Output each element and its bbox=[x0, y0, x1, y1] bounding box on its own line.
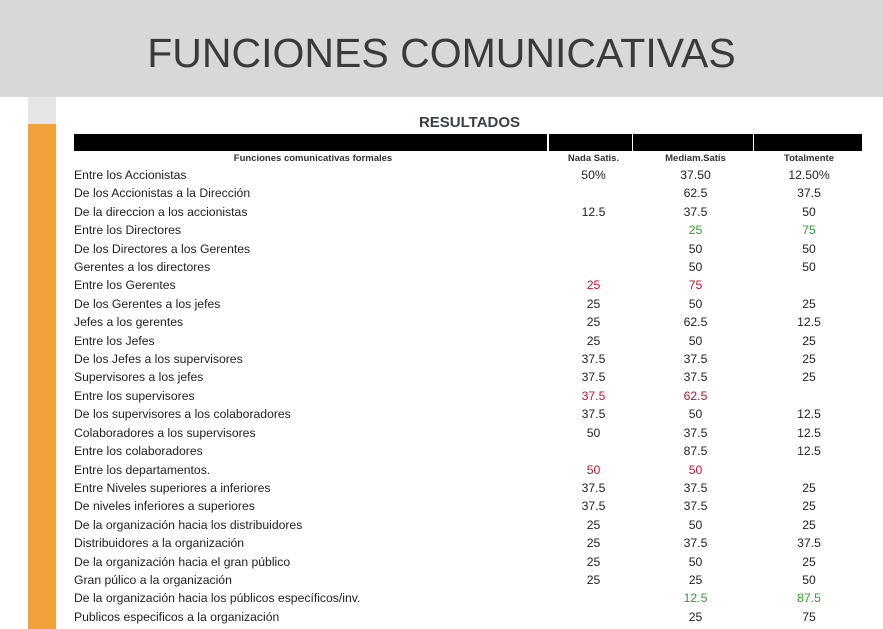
row-label: Distribuidores a la organización bbox=[74, 536, 245, 551]
row-label: De la organización hacia el gran público bbox=[74, 554, 291, 569]
cell-mediam-satis: 25 bbox=[688, 572, 703, 587]
table-row bbox=[74, 258, 862, 276]
table-row bbox=[74, 534, 862, 552]
cell-totalmente: 75 bbox=[802, 609, 816, 624]
cell-mediam-satis: 50 bbox=[688, 333, 703, 348]
cell-nada-satis: 50 bbox=[586, 425, 601, 440]
cell-nada-satis: 37.5 bbox=[581, 480, 606, 495]
cell-totalmente: 37.5 bbox=[797, 536, 821, 551]
cell-nada-satis: 25 bbox=[586, 278, 601, 293]
row-label: Entre los Accionistas bbox=[74, 168, 187, 182]
row-label: De los Jefes a los supervisores bbox=[74, 352, 243, 367]
row-label: De los Directores a los Gerentes bbox=[74, 241, 251, 256]
row-label: Entre los Gerentes bbox=[74, 278, 176, 293]
cell-totalmente: 50 bbox=[802, 241, 816, 256]
cell-totalmente: 75 bbox=[802, 223, 816, 238]
column-header-nada: Nada Satis. bbox=[567, 153, 620, 164]
table-row bbox=[74, 553, 862, 571]
row-label: Publicos especificos a la organización bbox=[74, 609, 280, 624]
cell-nada-satis bbox=[552, 589, 635, 607]
row-label: De la organización hacia los públicos específicos/inv. bbox=[74, 591, 361, 606]
cell-totalmente: 12.5 bbox=[797, 407, 821, 422]
row-label: De los Accionistas a la Dirección bbox=[74, 186, 251, 201]
cell-mediam-satis: 50 bbox=[688, 407, 703, 422]
cell-nada-satis: 25 bbox=[586, 536, 601, 551]
cell-totalmente bbox=[756, 276, 862, 294]
row-label: Entre los Directores bbox=[74, 223, 182, 238]
table-row bbox=[74, 276, 862, 294]
cell-mediam-satis: 37.50 bbox=[680, 168, 711, 182]
cell-mediam-satis: 37.5 bbox=[683, 536, 708, 551]
cell-totalmente: 25 bbox=[802, 480, 816, 495]
cell-nada-satis: 25 bbox=[586, 517, 601, 532]
cell-mediam-satis: 62.5 bbox=[683, 388, 708, 403]
cell-mediam-satis: 37.5 bbox=[683, 480, 708, 495]
row-label: De los supervisores a los colaboradores bbox=[74, 407, 291, 422]
cell-mediam-satis: 37.5 bbox=[683, 425, 708, 440]
row-label: Entre los Jefes bbox=[74, 333, 155, 348]
cell-mediam-satis: 50 bbox=[688, 554, 703, 569]
table-row bbox=[74, 442, 862, 460]
cell-nada-satis bbox=[552, 442, 635, 460]
row-label: De la direccion a los accionistas bbox=[74, 204, 248, 219]
header-bar-4 bbox=[754, 134, 862, 151]
table-row bbox=[74, 332, 862, 350]
cell-nada-satis bbox=[552, 258, 635, 276]
cell-nada-satis bbox=[552, 240, 635, 258]
row-label: Entre los departamentos. bbox=[74, 462, 211, 477]
cell-nada-satis: 50% bbox=[581, 168, 606, 182]
row-label: Entre los colaboradores bbox=[74, 444, 203, 459]
header-bar-2 bbox=[549, 134, 632, 151]
page-title: FUNCIONES COMUNICATIVAS bbox=[147, 30, 736, 76]
table-row bbox=[74, 424, 862, 442]
table-row bbox=[74, 221, 862, 239]
cell-totalmente: 12.50% bbox=[788, 168, 830, 182]
cell-nada-satis: 37.5 bbox=[581, 388, 606, 403]
table-row bbox=[74, 497, 862, 515]
column-header-mediam: Mediam.Satis bbox=[665, 153, 726, 164]
cell-totalmente bbox=[756, 387, 862, 405]
cell-totalmente: 50 bbox=[802, 572, 816, 587]
cell-mediam-satis: 87.5 bbox=[683, 444, 708, 459]
row-label: Gerentes a los directores bbox=[74, 260, 211, 275]
cell-mediam-satis: 50 bbox=[688, 260, 703, 275]
table-row bbox=[74, 589, 862, 607]
cell-nada-satis: 25 bbox=[586, 315, 601, 330]
table-row bbox=[74, 350, 862, 368]
cell-nada-satis bbox=[552, 221, 635, 239]
cell-nada-satis bbox=[552, 608, 635, 626]
table-row bbox=[74, 405, 862, 423]
table-row bbox=[74, 240, 862, 258]
cell-nada-satis: 25 bbox=[586, 572, 601, 587]
cell-mediam-satis: 50 bbox=[688, 241, 703, 256]
cell-mediam-satis: 25 bbox=[688, 223, 703, 238]
cell-totalmente: 25 bbox=[802, 370, 816, 385]
table-row bbox=[74, 571, 862, 589]
cell-mediam-satis: 12.5 bbox=[683, 591, 708, 606]
table-row bbox=[74, 608, 862, 626]
cell-mediam-satis: 37.5 bbox=[683, 499, 708, 514]
row-label: Entre Niveles superiores a inferiores bbox=[74, 480, 271, 495]
cell-totalmente: 50 bbox=[802, 260, 816, 275]
table-row bbox=[74, 387, 862, 405]
cell-totalmente: 50 bbox=[802, 204, 816, 219]
table-row bbox=[74, 479, 862, 497]
row-label: De los Gerentes a los jefes bbox=[74, 296, 221, 311]
table-row bbox=[74, 166, 862, 184]
cell-totalmente: 87.5 bbox=[797, 591, 821, 606]
table-row bbox=[74, 184, 862, 202]
cell-nada-satis: 12.5 bbox=[581, 204, 606, 219]
row-label: Jefes a los gerentes bbox=[74, 315, 184, 330]
cell-nada-satis: 37.5 bbox=[581, 370, 606, 385]
cell-nada-satis: 37.5 bbox=[581, 352, 606, 367]
cell-mediam-satis: 62.5 bbox=[683, 186, 708, 201]
results-table bbox=[74, 151, 862, 626]
cell-mediam-satis: 50 bbox=[688, 296, 703, 311]
cell-totalmente: 25 bbox=[802, 499, 816, 514]
cell-totalmente: 25 bbox=[802, 517, 816, 532]
cell-totalmente: 37.5 bbox=[797, 186, 821, 201]
cell-totalmente: 12.5 bbox=[797, 444, 821, 459]
cell-mediam-satis: 37.5 bbox=[683, 204, 708, 219]
table-row bbox=[74, 295, 862, 313]
table-row bbox=[74, 368, 862, 386]
section-title: RESULTADOS bbox=[418, 114, 521, 131]
cell-nada-satis bbox=[552, 184, 635, 202]
cell-nada-satis: 25 bbox=[586, 554, 601, 569]
cell-nada-satis: 25 bbox=[586, 296, 601, 311]
header-bar-1 bbox=[74, 134, 547, 151]
results-body bbox=[74, 166, 862, 626]
cell-mediam-satis: 75 bbox=[688, 278, 703, 293]
cell-mediam-satis: 62.5 bbox=[683, 315, 708, 330]
row-label: Gran púlico a la organización bbox=[74, 572, 232, 587]
table-row bbox=[74, 516, 862, 534]
cell-nada-satis: 37.5 bbox=[581, 407, 606, 422]
cell-mediam-satis: 50 bbox=[688, 517, 703, 532]
cell-totalmente bbox=[756, 461, 862, 479]
cell-totalmente: 25 bbox=[802, 352, 816, 367]
cell-totalmente: 25 bbox=[802, 333, 816, 348]
table-row bbox=[74, 203, 862, 221]
cell-totalmente: 25 bbox=[802, 554, 816, 569]
cell-totalmente: 12.5 bbox=[797, 315, 821, 330]
table-row bbox=[74, 313, 862, 331]
table-header-row bbox=[74, 151, 862, 166]
cell-mediam-satis: 25 bbox=[688, 609, 703, 624]
header-bar-3 bbox=[633, 134, 753, 151]
column-header-totalmente: Totalmente bbox=[784, 153, 834, 164]
table-row bbox=[74, 461, 862, 479]
cell-nada-satis: 25 bbox=[586, 333, 601, 348]
cell-totalmente: 12.5 bbox=[797, 425, 821, 440]
column-header-funciones: Funciones comunicativas formales bbox=[233, 153, 393, 164]
row-label: De niveles inferiores a superiores bbox=[74, 499, 255, 514]
cell-nada-satis: 50 bbox=[586, 462, 601, 477]
row-label: De la organización hacia los distribuidores bbox=[74, 517, 303, 532]
row-label: Entre los supervisores bbox=[74, 388, 195, 403]
cell-totalmente: 25 bbox=[802, 296, 816, 311]
cell-nada-satis: 37.5 bbox=[581, 499, 606, 514]
row-label: Colaboradores a los supervisores bbox=[74, 425, 256, 440]
cell-mediam-satis: 37.5 bbox=[683, 352, 708, 367]
side-stripe-orange bbox=[28, 124, 56, 629]
row-label: Supervisores a los jefes bbox=[74, 370, 204, 385]
cell-mediam-satis: 50 bbox=[688, 462, 703, 477]
cell-mediam-satis: 37.5 bbox=[683, 370, 708, 385]
